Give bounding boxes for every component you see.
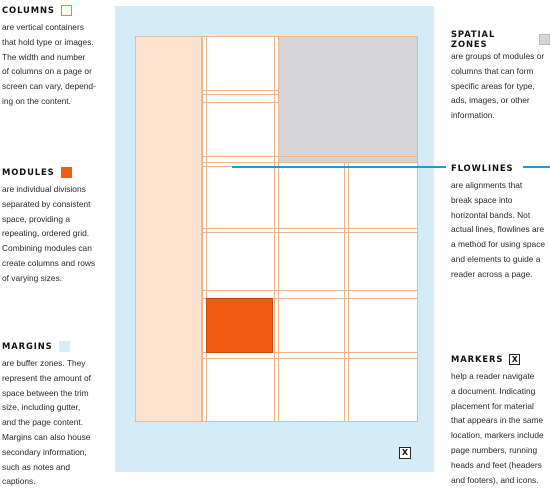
spatial-zone-block — [279, 37, 418, 163]
columns-swatch-icon — [61, 5, 72, 16]
term-label: MARKERS — [451, 354, 504, 364]
term-modules — [2, 164, 114, 286]
grid-svg — [135, 36, 418, 422]
module-block — [207, 299, 273, 353]
term-label: SPATIAL ZONES — [451, 29, 496, 49]
term-label: COLUMNS — [2, 5, 55, 15]
term-description: are groups of modules or columns that can form specific areas for type, ads, images, or other information. — [451, 51, 545, 121]
term-margins — [2, 338, 114, 489]
term-description: help a reader navigate a document. Indicating placement for material that appears in the same location, markers include page numbers, running heads and feet (headers and footers), and icons. — [451, 371, 544, 485]
term-spatial-zones — [451, 31, 550, 123]
term-columns — [2, 2, 114, 109]
term-markers — [451, 351, 550, 487]
term-description: are vertical containers that hold type or images. The width and number of columns on a page or screen can vary, depend- ing on the content. — [2, 22, 96, 106]
grid-area — [135, 36, 418, 422]
term-label: FLOWLINES — [451, 163, 514, 173]
term-description: are buffer zones. They represent the amount of space between the trim size, including gutter, and the page content. Margins can also house secondary information, such as notes and captions. — [2, 358, 91, 487]
column-block — [135, 36, 202, 422]
page-diagram — [115, 6, 434, 472]
term-label: MODULES — [2, 167, 55, 177]
term-description: are alignments that break space into horizontal bands. Not actual lines, flowlines are a method for using space and elements to guide a reader across a page. — [451, 180, 546, 279]
spatial-zones-swatch-icon — [539, 34, 550, 45]
markers-swatch-icon: X — [509, 354, 520, 365]
page-marker-icon: X — [399, 447, 411, 459]
modules-swatch-icon — [61, 167, 72, 178]
term-flowlines — [451, 160, 550, 282]
term-label: MARGINS — [2, 341, 53, 351]
flowline-pointer — [232, 166, 446, 168]
term-description: are individual divisions separated by consistent space, providing a repeating, ordered grid. Combining modules can create columns and rows of varying sizes. — [2, 184, 96, 283]
margins-swatch-icon — [59, 341, 70, 352]
